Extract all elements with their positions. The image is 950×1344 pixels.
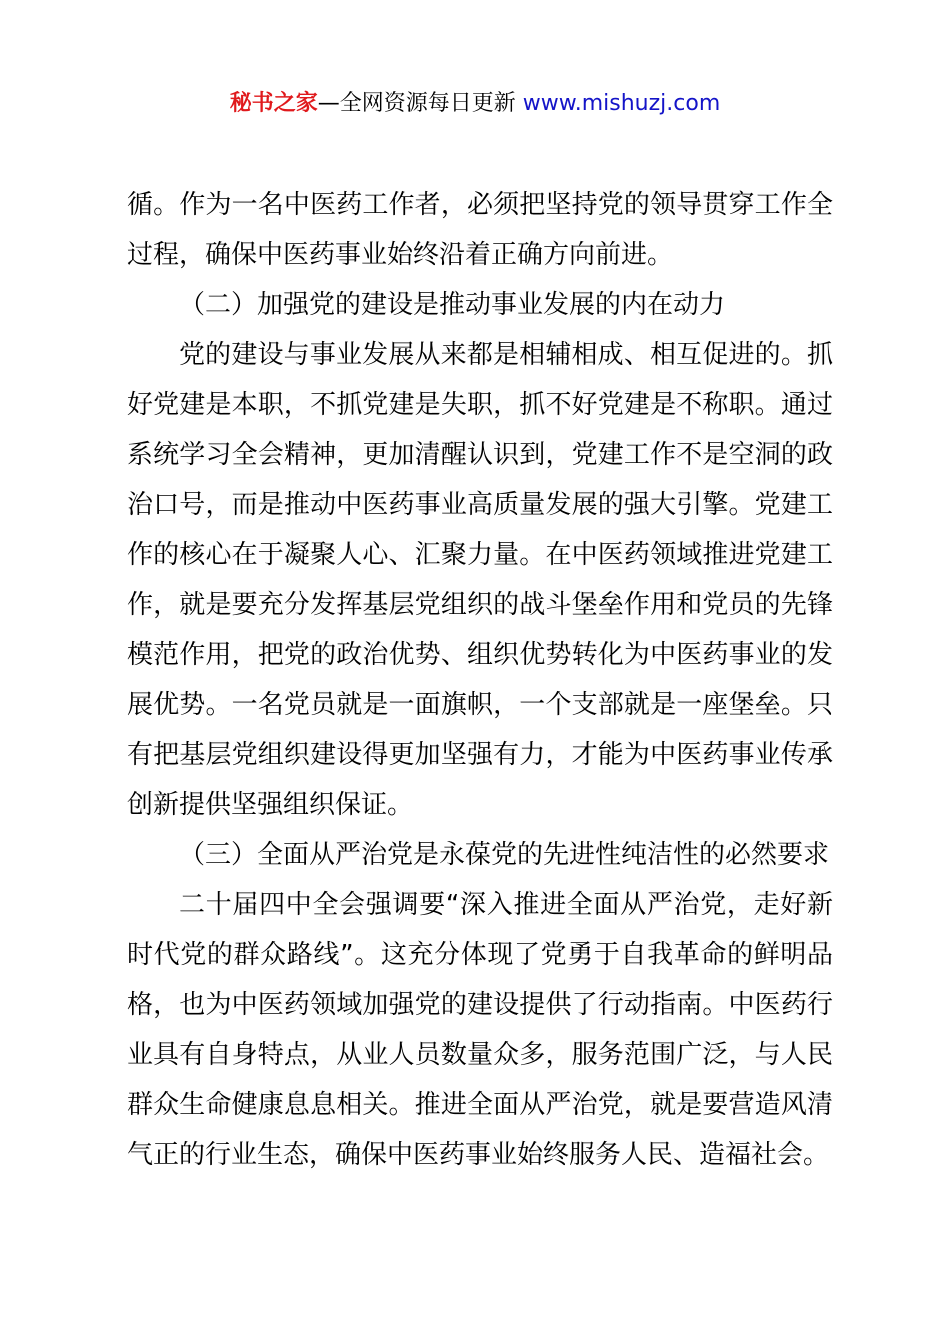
document-body [127, 180, 833, 1180]
page-header [0, 88, 950, 120]
section-heading-3: （三）全面从严治党是永葆党的先进性纯洁性的必然要求 [179, 840, 830, 870]
site-tagline: —全网资源每日更新 [317, 91, 523, 116]
paragraph-strict-governance: 二十届四中全会强调要“深入推进全面从严治党，走好新时代党的群众路线”。这充分体现了党勇于自我革命的鲜明品格，也为中医药领域加强党的建设提供了行动指南。中医药行业具有自身特点，从业人员数量众多，服务范围广泛，与人民群众生命健康息息相关。推进全面从严治党，就是要营造风清气正的行业生态，确保中医药事业始终服务人民、造福社会。 [127, 890, 833, 1170]
section-heading-2: （二）加强党的建设是推动事业发展的内在动力 [179, 290, 726, 320]
site-brand: 秘书之家 [229, 91, 318, 116]
site-url[interactable]: www.mishuzj.com [522, 91, 721, 116]
paragraph-party-building: 党的建设与事业发展从来都是相辅相成、相互促进的。抓好党建是本职，不抓党建是失职，抓不好党建是不称职。通过系统学习全会精神，更加清醒认识到，党建工作不是空洞的政治口号，而是推动中医药事业高质量发展的强大引擎。党建工作的核心在于凝聚人心、汇聚力量。在中医药领域推进党建工作，就是要充分发挥基层党组织的战斗堡垒作用和党员的先锋模范作用，把党的政治优势、组织优势转化为中医药事业的发展优势。一名党员就是一面旗帜，一个支部就是一座堡垒。只有把基层党组织建设得更加坚强有力，才能为中医药事业传承创新提供坚强组织保证。 [127, 340, 833, 820]
paragraph-continuation: 循。作为一名中医药工作者，必须把坚持党的领导贯穿工作全过程，确保中医药事业始终沿着正确方向前进。 [127, 190, 833, 270]
